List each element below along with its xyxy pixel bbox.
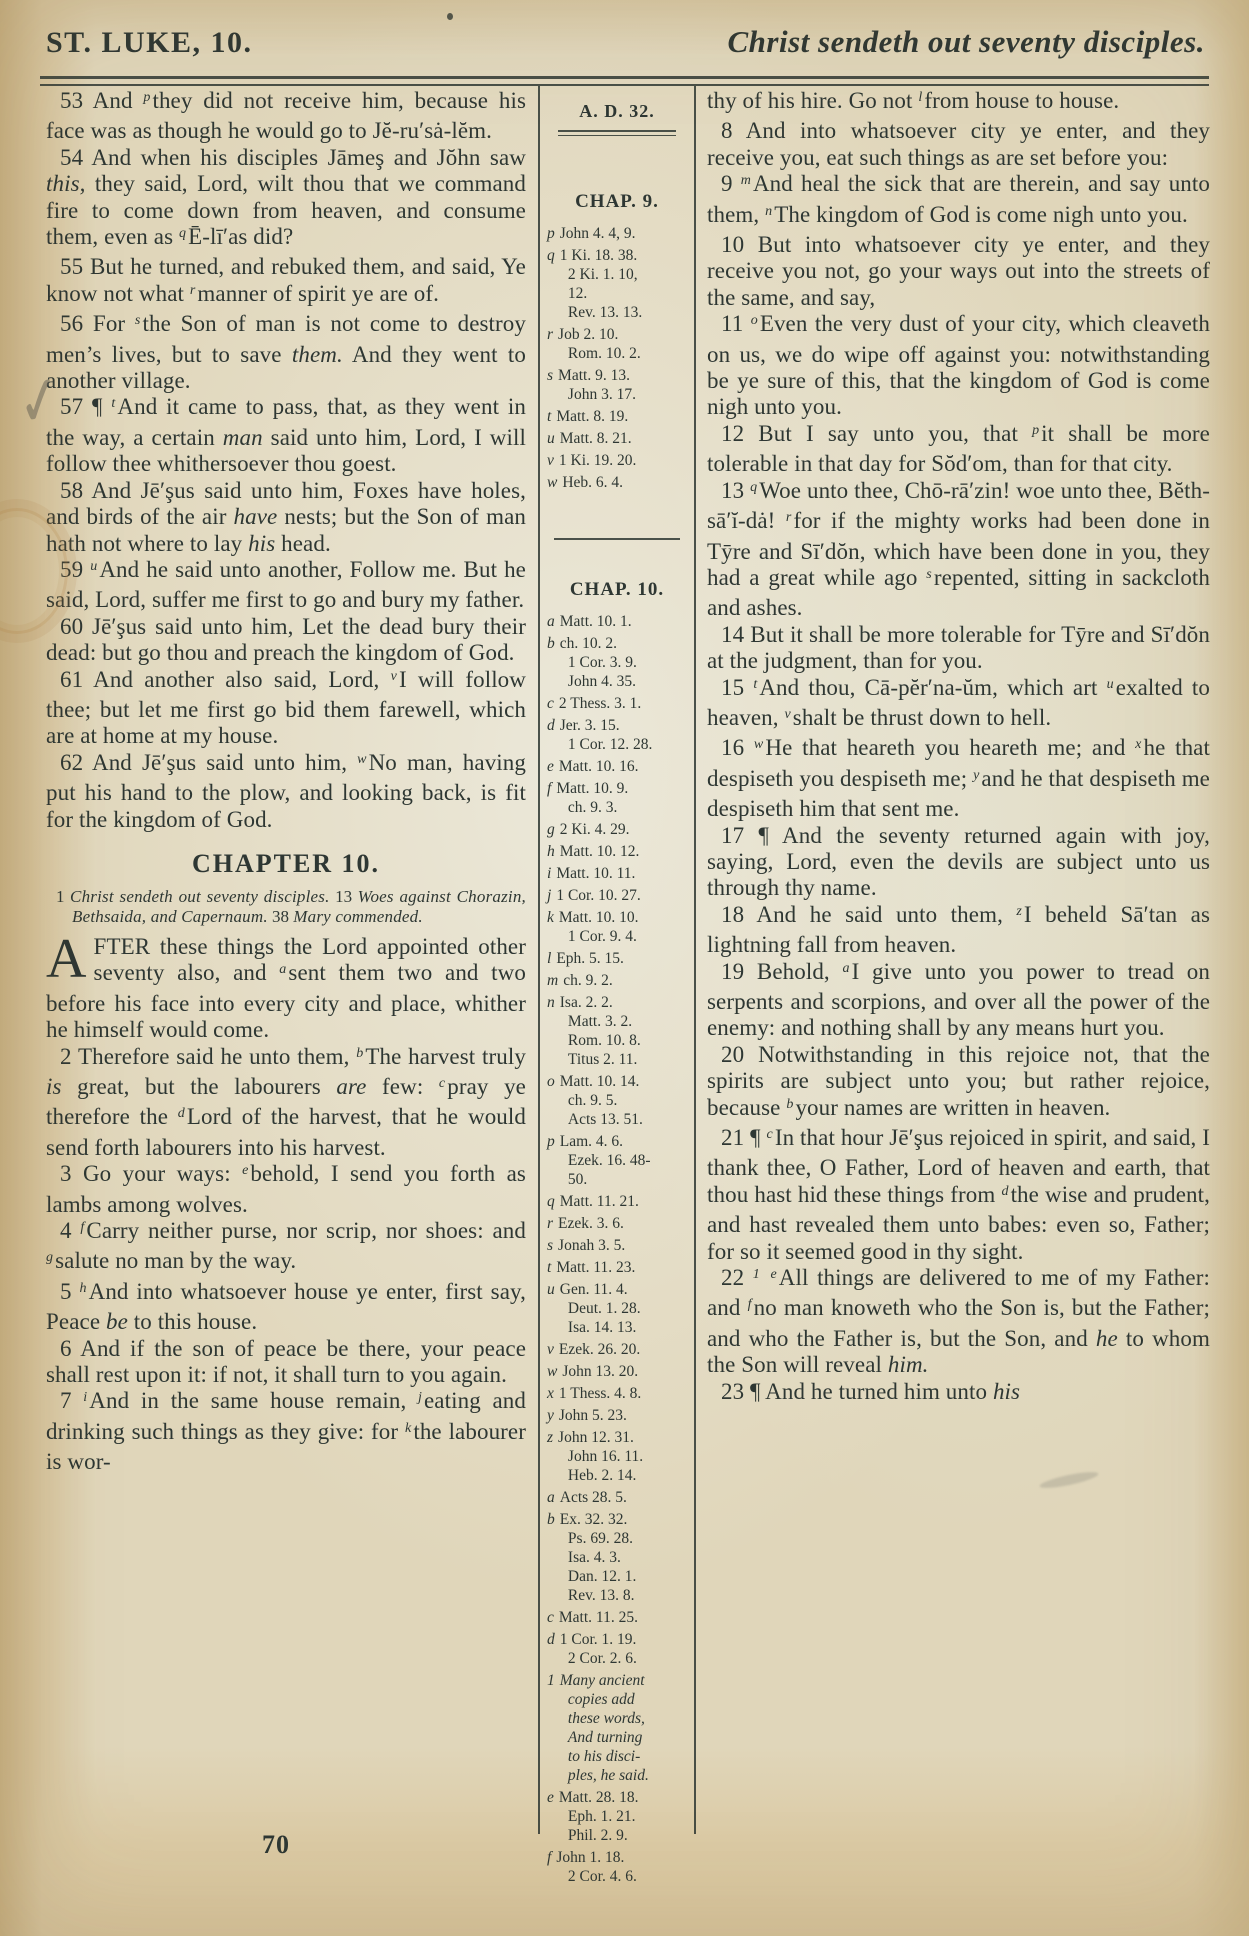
cross-reference xyxy=(547,1280,687,1337)
verse-paragraph: 6 And if the son of peace be there, your peace shall rest upon it: if not, it shall turn to you again. xyxy=(46,1335,526,1388)
ref-citation: Ezek. 26. 20. xyxy=(558,1341,641,1358)
ref-letter: 1 xyxy=(547,1672,555,1689)
ref-sections xyxy=(547,192,687,1886)
ref-letter: r xyxy=(547,326,554,343)
ref-citation: Ex. 32. 32. Ps. 69. 28. Isa. 4. 3. Dan. 12. 1. Rev. 13. 8. xyxy=(559,1511,637,1604)
ref-letter-marker: s xyxy=(134,313,141,329)
cross-reference xyxy=(547,1510,687,1605)
ref-citation: Matt. 8. 21. xyxy=(559,430,632,447)
cross-reference xyxy=(547,820,687,839)
verse-paragraph: 22 $^1$ $^e$All things are delivered to me of my Father: and $^f$no man knoweth who the Son is, but the Father; and who the Father is, but the Son, and he to whom the Son will reveal him. xyxy=(707,1265,1211,1378)
ref-citation: Acts 28. 5. xyxy=(559,1489,627,1506)
cross-reference xyxy=(547,1192,687,1211)
section-divider-rule xyxy=(554,538,680,540)
ref-letter-marker: v xyxy=(390,668,397,684)
cross-reference xyxy=(547,1340,687,1359)
book-chapter-title: ST. LUKE, 10. xyxy=(46,26,253,59)
ref-citation: Lam. 4. 6. Ezek. 16. 48- 50. xyxy=(559,1133,651,1188)
ref-citation: 2 Ki. 4. 29. xyxy=(559,821,630,838)
verse-paragraph: 56 For $^s$the Son of man is not come to destroy men’s lives, but to save them. And they went to another village. xyxy=(46,311,527,394)
cross-reference xyxy=(547,246,687,322)
ref-letter: j xyxy=(547,887,552,904)
ref-citation: 1 Cor. 10. 27. xyxy=(556,887,641,904)
ref-letter-marker: z xyxy=(1016,903,1022,919)
ref-citation: Eph. 5. 15. xyxy=(556,950,624,967)
verse-paragraph: 12 But I say unto you, that $^p$it shall be more tolerable in that day for Sŏd′om, than for that city. xyxy=(707,420,1210,477)
ref-citation: Matt. 10. 10. 1 Cor. 9. 4. xyxy=(558,909,639,945)
ref-citation: 1 Ki. 18. 38. 2 Ki. 1. 10, 12. Rev. 13. 13. xyxy=(559,247,643,321)
ref-letter: t xyxy=(547,408,552,425)
ref-letter: i xyxy=(547,865,552,882)
ref-letter-marker: o xyxy=(750,313,758,329)
verse-paragraph: 16 $^w$He that heareth you heareth me; and $^x$he that despiseth you despiseth me; $^y$and he that despiseth me despiseth him that sent me. xyxy=(707,735,1210,822)
ref-letter: v xyxy=(547,452,554,469)
reference-column xyxy=(538,86,696,1885)
verse-paragraph: 3 Go your ways: $^e$behold, I send you forth as lambs among wolves. xyxy=(46,1161,526,1217)
cross-reference xyxy=(547,1214,687,1233)
ref-letter: t xyxy=(547,1259,552,1276)
ref-letter-marker: d xyxy=(177,1106,185,1122)
ref-letter: c xyxy=(547,1609,554,1626)
ref-citation: Matt. 10. 12. xyxy=(559,843,640,860)
ref-letter-marker: b xyxy=(356,1045,364,1061)
cross-reference xyxy=(547,612,687,631)
ref-letter: u xyxy=(547,1281,555,1298)
cross-reference xyxy=(547,842,687,861)
cross-reference xyxy=(547,1406,687,1425)
ink-speck xyxy=(447,13,453,20)
ref-citation: 1 Cor. 1. 19. 2 Cor. 2. 6. xyxy=(559,1631,637,1667)
ref-letter-marker: w xyxy=(357,751,367,767)
page-number: 70 xyxy=(262,1830,290,1859)
pencil-check-mark: ✓ xyxy=(12,358,68,446)
cross-reference xyxy=(547,224,687,243)
ref-letter-marker: i xyxy=(83,1390,88,1406)
verse-paragraph: 7 $^i$And in the same house remain, $^j$eating and drinking such things as they give: for $^k$the labourer is wor- xyxy=(46,1388,527,1475)
left-column xyxy=(40,86,538,1834)
ref-citation: Matt. 11. 21. xyxy=(559,1193,639,1210)
verse-paragraph: 58 And Jē′şus said unto him, Foxes have holes, and birds of the air have nests; but the Son of man hath not where to lay his head. xyxy=(46,477,526,556)
ref-citation: Matt. 10. 9. ch. 9. 3. xyxy=(556,780,629,816)
ref-letter-marker: u xyxy=(1106,676,1114,692)
ref-citation: Matt. 11. 23. xyxy=(556,1259,636,1276)
ref-letter: w xyxy=(547,1363,558,1380)
ref-citation: Heb. 6. 4. xyxy=(562,474,624,491)
ref-letter-marker: t xyxy=(753,676,758,692)
ref-letter: a xyxy=(547,1489,555,1506)
ref-letter: q xyxy=(547,247,555,264)
ref-letter-marker: m xyxy=(740,173,751,189)
ref-letter-marker: r xyxy=(189,282,196,298)
ref-letter-marker: r xyxy=(785,510,792,526)
ref-letter: b xyxy=(547,635,555,652)
ref-letter-marker: w xyxy=(753,737,764,753)
page-header xyxy=(46,24,1205,60)
cross-reference xyxy=(547,1384,687,1403)
cross-reference xyxy=(547,429,687,448)
cross-reference xyxy=(547,325,687,363)
ref-letter: e xyxy=(547,758,554,775)
verse-paragraph: 4 $^f$Carry neither purse, nor scrip, nor shoes: and $^g$salute no man by the way. xyxy=(46,1218,526,1274)
chapter-heading: CHAPTER 10. xyxy=(191,848,381,878)
ref-letter: k xyxy=(547,909,554,926)
ref-letter: d xyxy=(547,717,555,734)
ref-citation: 1 Ki. 19. 20. xyxy=(558,452,637,469)
ref-letter-marker: u xyxy=(90,558,98,574)
date-label: A. D. 32. xyxy=(579,101,655,121)
ref-letter-marker: a xyxy=(842,960,850,976)
ref-citation: Gen. 11. 4. Deut. 1. 28. Isa. 14. 13. xyxy=(559,1281,641,1336)
verse-paragraph: 55 But he turned, and rebuked them, and said, Ye know not what $^r$manner of spirit ye are of. xyxy=(46,254,526,306)
ref-letter-marker: x xyxy=(1135,737,1142,753)
cross-reference xyxy=(547,1132,687,1189)
ref-letter-marker: g xyxy=(46,1250,54,1266)
cross-reference xyxy=(547,1848,687,1886)
ref-letter-marker: y xyxy=(973,767,980,783)
ref-citation: John 5. 23. xyxy=(558,1407,627,1424)
ref-letter-marker: q xyxy=(178,226,187,242)
ref-letter-marker: p xyxy=(1032,422,1040,438)
ref-letter: g xyxy=(547,821,555,838)
ref-citation: John 13. 20. xyxy=(562,1363,639,1380)
ref-letter-marker: c xyxy=(766,1127,773,1143)
ref-letter-marker: e xyxy=(770,1267,777,1283)
cross-reference xyxy=(547,949,687,968)
verse-paragraph: 17 ¶ And the seventy returned again with joy, saying, Lord, even the devils are subject unto us through thy name. xyxy=(707,822,1210,901)
verse-paragraph: 5 $^h$And into whatsoever house ye enter, first say, Peace be to this house. xyxy=(46,1278,526,1335)
ref-section-heading: CHAP. 9. xyxy=(575,191,659,212)
ref-citation: 2 Thess. 3. 1. xyxy=(558,695,642,712)
ref-letter: m xyxy=(547,972,559,989)
ref-citation: Matt. 11. 25. xyxy=(558,1609,638,1626)
running-head: Christ sendeth out seventy disciples. xyxy=(727,24,1205,59)
left-verses-ch9 xyxy=(46,88,526,833)
ref-letter-marker: b xyxy=(786,1096,794,1112)
cross-reference xyxy=(547,1362,687,1381)
ref-letter: e xyxy=(547,1789,554,1806)
verse-paragraph: 60 Jē′şus said unto him, Let the dead bury their dead: but go thou and preach the kingdom of God. xyxy=(46,613,526,666)
cross-reference xyxy=(547,634,687,691)
cross-reference xyxy=(547,757,687,776)
cross-reference xyxy=(547,716,687,754)
verse-paragraph: 14 But it shall be more tolerable for Tȳre and Sī′dŏn at the judgment, than for you. xyxy=(707,621,1210,674)
ref-letter: z xyxy=(547,1429,554,1446)
ref-section xyxy=(547,580,687,1886)
ref-citation: Matt. 10. 1. xyxy=(559,613,632,630)
ref-letter: b xyxy=(547,1511,555,1528)
ref-letter-marker: c xyxy=(438,1076,446,1091)
verse-paragraph: 59 $^u$And he said unto another, Follow me. But he said, Lord, suffer me first to go and bury my father. xyxy=(46,556,526,613)
ref-letter: q xyxy=(547,1193,555,1210)
ref-citation: Isa. 2. 2. Matt. 3. 2. Rom. 10. 8. Titus 2. 11. xyxy=(559,994,641,1068)
verse-paragraph: 13 $^q$Woe unto thee, Chō-rā′zin! woe unto thee, Bĕth-sā′ĭ-dȧ! $^r$for if the mighty works had been done in Tȳre and Sī′dŏn, which have been done in you, they had a great while ago $^s$repented, sitting in sackcloth and ashes. xyxy=(707,477,1211,621)
ref-citation: John 1. 18. 2 Cor. 4. 6. xyxy=(556,1849,637,1885)
ref-letter: h xyxy=(547,843,555,860)
ref-letter: a xyxy=(547,613,555,630)
cross-reference xyxy=(547,694,687,713)
ref-letter: f xyxy=(547,780,552,797)
ref-letter-marker: s xyxy=(926,566,932,582)
verse-paragraph: 11 $^o$Even the very dust of your city, which cleaveth on us, we do wipe off against you: notwithstanding be ye sure of this, that the kingdom of God is come nigh unto you. xyxy=(707,311,1210,420)
ref-letter-marker: n xyxy=(765,203,773,219)
verse-paragraph: 10 But into whatsoever city ye enter, and they receive you not, go your ways out into the streets of the same, and say, xyxy=(707,232,1210,310)
ref-citation: Job 2. 10. Rom. 10. 2. xyxy=(558,326,641,362)
cross-reference xyxy=(547,473,687,492)
ref-citation: Jer. 3. 15. 1 Cor. 12. 28. xyxy=(559,717,653,753)
cross-reference xyxy=(547,864,687,883)
ref-letter-marker: j xyxy=(418,1390,422,1406)
verse-paragraph: 61 And another also said, Lord, $^v$I will follow thee; but let me first go bid them farewell, which are at home at my house. xyxy=(46,666,526,749)
cross-reference xyxy=(547,1236,687,1255)
ref-letter-marker: l xyxy=(918,90,923,105)
cross-reference xyxy=(547,779,687,817)
ref-letter-marker: f xyxy=(80,1220,85,1236)
ref-section xyxy=(547,192,687,492)
ref-citation: Many ancient copies add these words, And turning to his disci- ples, he said. xyxy=(559,1672,649,1784)
verse-paragraph: 2 Therefore said he unto them, $^b$The harvest truly is great, but the labourers are few: $^c$pray ye therefore the $^d$Lord of the harvest, that he would send forth labourers into his harvest. xyxy=(46,1043,526,1160)
verse-paragraph: AFTER these things the Lord appointed other seventy also, and $^a$sent them two and two before his face into every city and place, whither he himself would come. xyxy=(46,927,526,1043)
ref-letter: s xyxy=(547,1237,554,1254)
ref-letter-marker: v xyxy=(784,706,791,722)
verse-paragraph: 19 Behold, $^a$I give unto you power to tread on serpents and scorpions, and over all the power of the enemy: and nothing shall by any means hurt you. xyxy=(707,958,1210,1041)
ref-citation: Matt. 10. 16. xyxy=(558,758,639,775)
ref-letter-marker: p xyxy=(143,90,151,105)
ref-letter-marker: e xyxy=(242,1163,249,1179)
header-rule xyxy=(40,76,1209,86)
cross-reference xyxy=(547,407,687,426)
ref-citation: Matt. 10. 14. ch. 9. 5. Acts 13. 51. xyxy=(559,1073,643,1128)
ref-letter: u xyxy=(547,430,555,447)
verse-paragraph: 21 ¶ $^c$In that hour Jē′şus rejoiced in spirit, and said, I thank thee, O Father, Lord of heaven and earth, that thou hast hid these things from $^d$the wise and prudent, and hast revealed them unto babes: even so, Father; for so it seemed good in thy sight. xyxy=(707,1125,1210,1264)
ref-letter-marker: q xyxy=(750,479,758,495)
verse-paragraph: 18 And he said unto them, $^z$I beheld Sā′tan as lightning fall from heaven. xyxy=(707,901,1210,958)
ref-letter: s xyxy=(547,367,554,384)
ref-letter-marker: a xyxy=(279,962,287,978)
drop-cap: A xyxy=(46,927,87,990)
ref-citation: Ezek. 3. 6. xyxy=(558,1215,624,1232)
ref-letter: d xyxy=(547,1631,555,1648)
cross-reference xyxy=(547,1608,687,1627)
cross-reference xyxy=(547,908,687,946)
ref-letter: y xyxy=(547,1407,554,1424)
cross-reference xyxy=(547,366,687,404)
cross-reference xyxy=(547,1788,687,1845)
cross-reference xyxy=(547,1428,687,1485)
ref-citation: Matt. 10. 11. xyxy=(556,865,636,882)
verse-paragraph: 9 $^m$And heal the sick that are therein, and say unto them, $^n$The kingdom of God is come nigh unto you. xyxy=(707,171,1210,227)
ref-citation: ch. 9. 2. xyxy=(563,972,613,989)
verse-paragraph: 15 $^t$And thou, Cā-pĕr′na-ŭm, which art $^u$exalted to heaven, $^v$shalt be thrust down to hell. xyxy=(707,674,1210,730)
ref-citation: Jonah 3. 5. xyxy=(558,1237,626,1254)
ref-citation: ch. 10. 2. 1 Cor. 3. 9. John 4. 35. xyxy=(559,635,637,690)
cross-reference xyxy=(547,993,687,1069)
ref-letter-marker: f xyxy=(747,1297,752,1313)
verse-paragraph: 57 ¶ $^t$And it came to pass, that, as they went in the way, a certain man said unto him, Lord, I will follow thee whithersoever thou goest. xyxy=(46,394,527,477)
verse-paragraph: 62 And Jē′şus said unto him, $^w$No man, having put his hand to the plow, and looking back, is fit for the kingdom of God. xyxy=(46,749,526,832)
ref-citation: John 4. 4, 9. xyxy=(559,225,636,242)
ref-citation: Matt. 8. 19. xyxy=(556,408,629,425)
verse-paragraph: 8 And into whatsoever city ye enter, and they receive you, eat such things as are set before you: xyxy=(707,118,1210,170)
ref-section-heading: CHAP. 10. xyxy=(569,579,665,600)
verse-paragraph: thy of his hire. Go not $^l$from house to house. xyxy=(707,88,1120,113)
ref-citation: Matt. 28. 18. Eph. 1. 21. Phil. 2. 9. xyxy=(558,1789,639,1844)
ref-letter-marker: 1 xyxy=(752,1267,760,1283)
ref-letter-marker: t xyxy=(111,396,116,412)
cross-reference xyxy=(547,1488,687,1507)
ref-letter: p xyxy=(547,1133,555,1150)
cross-reference xyxy=(547,886,687,905)
ref-letter: o xyxy=(547,1073,555,1090)
left-verses-ch10 xyxy=(46,927,527,1476)
right-verses xyxy=(707,88,1210,1405)
verse-paragraph: 23 ¶ And he turned him unto his xyxy=(721,1378,1021,1404)
right-column xyxy=(696,86,1210,1834)
ref-letter: v xyxy=(547,1341,554,1358)
ref-letter: p xyxy=(547,225,555,242)
ref-letter-marker: k xyxy=(405,1420,412,1436)
ref-citation: John 12. 31. John 16. 11. Heb. 2. 14. xyxy=(558,1429,644,1484)
ref-letter-marker: h xyxy=(79,1280,87,1296)
ref-citation: Matt. 9. 13. John 3. 17. xyxy=(558,367,636,403)
cross-reference xyxy=(547,1258,687,1277)
ref-letter: w xyxy=(547,474,558,491)
verse-paragraph: 20 Notwithstanding in this rejoice not, that the spirits are subject unto you; but rather rejoice, because $^b$your names are written in heaven. xyxy=(707,1041,1210,1120)
ref-letter: n xyxy=(547,994,555,1011)
cross-reference xyxy=(547,1072,687,1129)
ref-letter: c xyxy=(547,695,554,712)
ref-letter-marker: d xyxy=(1001,1183,1009,1199)
ref-letter: x xyxy=(547,1385,554,1402)
cross-reference xyxy=(547,451,687,470)
ref-citation: 1 Thess. 4. 8. xyxy=(558,1385,642,1402)
cross-reference xyxy=(547,1671,687,1785)
ref-letter: r xyxy=(547,1215,554,1232)
chapter-summary: 1 Christ sendeth out seventy disciples. 13 Woes against Chorazin, Bethsaida, and Capernaum. 38 Mary commended. xyxy=(56,886,526,927)
ref-letter: f xyxy=(547,1849,552,1866)
date-rule xyxy=(558,130,676,136)
cross-reference xyxy=(547,1630,687,1668)
verse-paragraph: 53 And $^p$they did not receive him, because his face was as though he would go to Jĕ-ru′sȧ-lĕm. xyxy=(46,88,527,144)
cross-reference xyxy=(547,971,687,990)
verse-paragraph: 54 And when his disciples Jāmeş and Jŏhn saw this, they said, Lord, wilt thou that we command fire to come down from heaven, and consume them, even as $^q$Ē-lī′as did? xyxy=(46,144,526,250)
ref-letter: l xyxy=(547,950,552,967)
